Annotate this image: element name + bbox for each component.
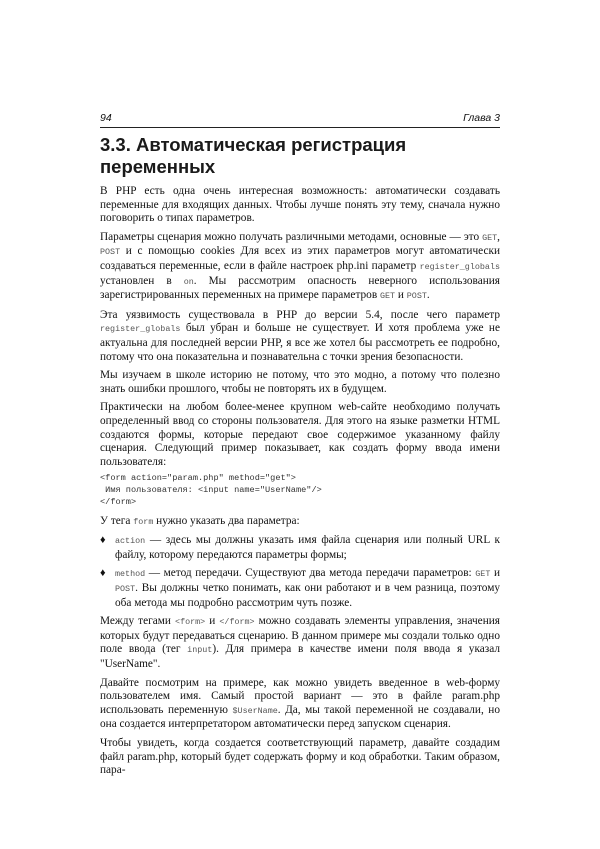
text-run: установлен в xyxy=(100,274,184,287)
text-run: был убран и больше не существует. И хотя проблема уже не актуальна для последней версии PHP, я все же хотел бы рассмотреть ее подробно, потому что она показательна и познавательна с точки зрения безопасности. xyxy=(100,322,500,363)
header-rule xyxy=(100,127,500,128)
text-run: и с помощью cookies Для всех из этих параметров могут автоматически создаваться переменные, если в файле настроек php.ini параметр xyxy=(100,245,500,272)
inline-code: POST xyxy=(100,247,121,258)
inline-code: POST xyxy=(406,291,427,302)
text-run: Параметры сценария можно получать различными методами, основные — это xyxy=(100,230,483,243)
paragraph-9: Чтобы увидеть, когда создается соответствующий параметр, давайте создадим файл param.php, который будет содержать форму и код обработки. Таким образом, пара- xyxy=(100,736,500,777)
paragraph-1: В PHP есть одна очень интересная возможность: автоматически создавать переменные для входящих данных. Чтобы лучше понять эту тему, сначала нужно поговорить о типах параметров. xyxy=(100,185,500,225)
paragraph-3 xyxy=(100,309,500,364)
inline-code: register_globals xyxy=(419,261,500,272)
inline-code: GET xyxy=(379,291,396,302)
text-run: Эта уязвимость существовала в PHP до версии 5.4, после чего параметр xyxy=(100,308,500,321)
code-line: </form> xyxy=(100,496,137,507)
paragraph-4: Мы изучаем в школе историю не потому, что это модно, а потому что полезно знать ошибки прошлого, чтобы не повторять их в будущем. xyxy=(100,369,500,395)
bullet-diamond-icon: ♦ xyxy=(100,567,106,580)
running-header xyxy=(100,112,500,124)
page-number: 94 xyxy=(100,112,112,124)
text-run: . Мы рассмотрим опасность неверного использования зарегистрированных переменных на примере параметров xyxy=(100,274,500,302)
inline-code: action xyxy=(115,536,146,547)
text-run: . Да, мы такой переменной не создавали, но она создается интерпретатором автоматически перед запуском сценария. xyxy=(100,703,500,731)
inline-code: register_globals xyxy=(100,324,181,335)
inline-code: <form> xyxy=(175,617,206,628)
text-run: , xyxy=(497,230,500,243)
inline-code: </form> xyxy=(219,617,255,628)
code-line: Имя пользователя: <input name="UserName"/> xyxy=(100,485,322,496)
text-run: и xyxy=(205,615,220,628)
paragraph-6 xyxy=(100,515,500,530)
inline-code: on xyxy=(183,276,194,287)
paragraph-5: Практически на любом более-менее крупном web-сайте необходимо получать определенный ввод со стороны пользователя. Для этого на языке разметки HTML создаются формы, которые передают свое содержимое указанному файлу сценария. Следующий пример показывает, как создать форму ввода имени пользователя: xyxy=(100,401,500,468)
paragraph-8 xyxy=(100,677,500,732)
text-run: . xyxy=(426,289,430,302)
inline-code: $UserName xyxy=(232,705,278,716)
text-run: — метод передачи. Существуют два метода передачи параметров: xyxy=(145,567,476,580)
text-run: можно создавать элементы управления, значения которых будут передаваться сценарию. В данном примере мы создали только одно поле ввода (тег xyxy=(100,615,500,656)
inline-code: POST xyxy=(115,584,136,595)
body-text xyxy=(100,185,500,783)
text-run: ). Для примера в качестве имени поля ввода я указал "UserName". xyxy=(100,643,500,671)
text-run: и xyxy=(490,567,501,580)
paragraph-7 xyxy=(100,615,500,671)
code-line: <form action="param.php" method="get"> xyxy=(100,473,296,484)
inline-code: GET xyxy=(482,232,498,243)
bullet-item-method xyxy=(100,567,500,610)
text-run: нужно указать два параметра: xyxy=(153,514,300,527)
code-block xyxy=(100,473,500,508)
inline-code: input xyxy=(187,645,213,656)
bullet-item-action xyxy=(100,534,500,562)
inline-code: method xyxy=(115,569,146,580)
section-title: 3.3. Автоматическая регистрация переменных xyxy=(100,134,407,177)
inline-code: form xyxy=(133,516,154,527)
paragraph-2 xyxy=(100,231,500,304)
bullet-diamond-icon: ♦ xyxy=(100,534,106,547)
text-run: — здесь мы должны указать имя файла сценария или полный URL к файлу, которому передаются параметры формы; xyxy=(115,534,500,561)
text-run: . Вы должны четко понимать, как они работают и в чем разница, поэтому оба метода мы подробно рассмотрим чуть позже. xyxy=(115,582,500,609)
inline-code: GET xyxy=(475,569,491,580)
text-run: и xyxy=(395,289,407,302)
chapter-label: Глава 3 xyxy=(463,112,500,124)
text-run: Между тегами xyxy=(100,615,176,628)
text-run: Давайте посмотрим на примере, как можно увидеть введенное в web-форму пользователем имя. Самый простой вариант — это в файле param.php использовать переменную xyxy=(100,676,500,716)
text-run: У тега xyxy=(100,514,134,527)
